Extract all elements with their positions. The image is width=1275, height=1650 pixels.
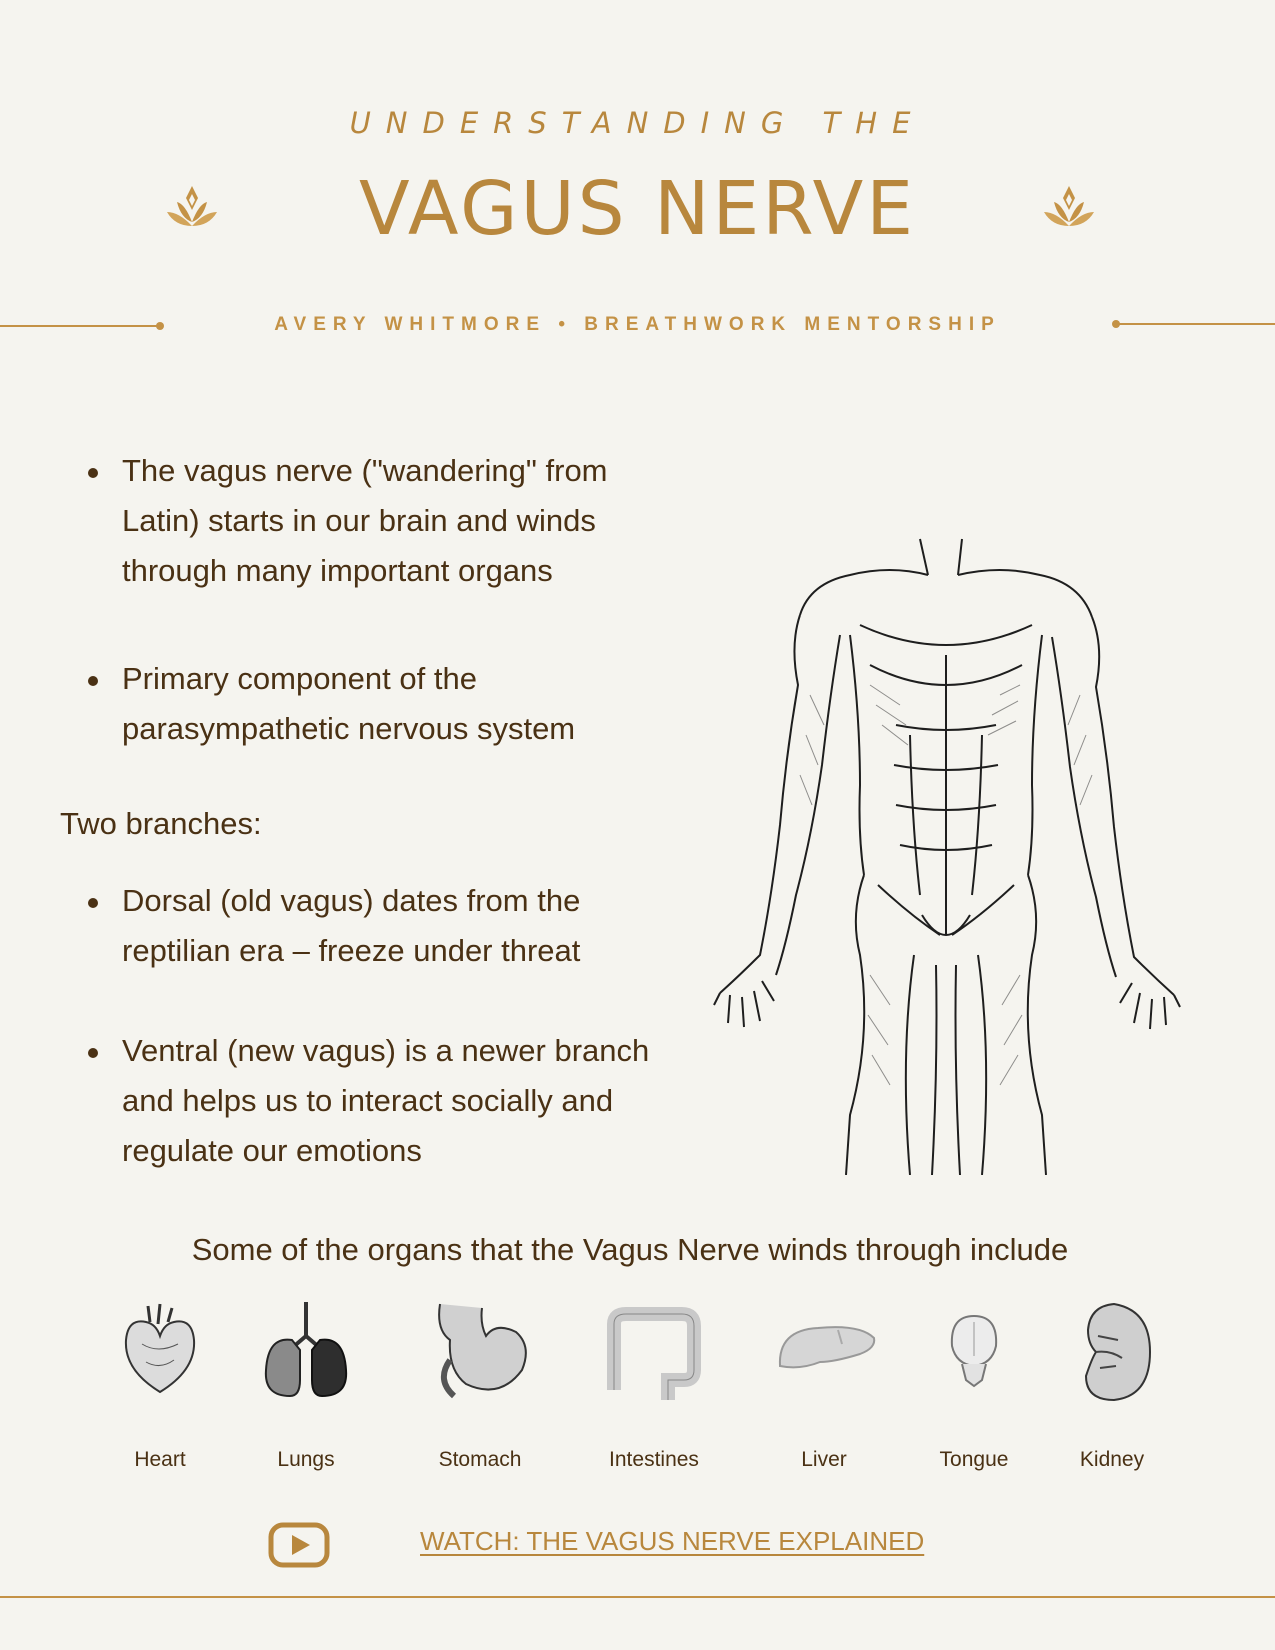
intro-bullet-list-2 — [84, 654, 684, 754]
branch-bullet-dorsal: Dorsal (old vagus) dates from the reptilian era – freeze under threat — [84, 876, 684, 976]
kidney-icon — [1052, 1300, 1172, 1404]
divider-right — [1114, 323, 1275, 325]
branches-list — [84, 876, 684, 976]
branch-bullet-ventral: Ventral (new vagus) is a newer branch and helps us to interact socially and regulate our emotions — [84, 1026, 684, 1176]
branches-list-2 — [84, 1026, 684, 1176]
author-subline: AVERY WHITMORE • BREATHWORK MENTORSHIP — [274, 314, 1001, 335]
intestines-icon — [594, 1300, 714, 1404]
organ-label-liver: Liver — [801, 1448, 847, 1471]
organ-label-tongue: Tongue — [939, 1448, 1009, 1471]
lotus-icon-right — [1040, 182, 1098, 232]
stomach-icon — [420, 1300, 540, 1404]
header-kicker: UNDERSTANDING THE — [349, 106, 926, 140]
organ-label-intestines: Intestines — [609, 1448, 699, 1471]
organ-label-kidney: Kidney — [1079, 1448, 1145, 1471]
page-title: VAGUS NERVE — [358, 166, 917, 252]
youtube-play-icon[interactable] — [268, 1522, 330, 1568]
intro-bullet-list — [84, 446, 684, 596]
organs-heading: Some of the organs that the Vagus Nerve winds through include — [191, 1232, 1069, 1267]
footer-divider — [0, 1596, 1275, 1598]
heart-icon — [100, 1300, 220, 1404]
tongue-icon — [914, 1300, 1034, 1404]
liver-icon — [764, 1300, 884, 1404]
organ-label-stomach: Stomach — [438, 1448, 522, 1471]
branches-heading: Two branches: — [60, 806, 262, 841]
watch-video-link[interactable]: WATCH: THE VAGUS NERVE EXPLAINED — [420, 1526, 925, 1556]
intro-bullet: Primary component of the parasympathetic nervous system — [84, 654, 684, 754]
intro-bullet: The vagus nerve ("wandering" from Latin) starts in our brain and winds through many important organs — [84, 446, 684, 596]
lungs-icon — [246, 1300, 366, 1404]
anatomical-figure-illustration — [700, 535, 1200, 1175]
organ-label-lungs: Lungs — [277, 1448, 335, 1471]
organ-label-heart: Heart — [134, 1448, 186, 1471]
